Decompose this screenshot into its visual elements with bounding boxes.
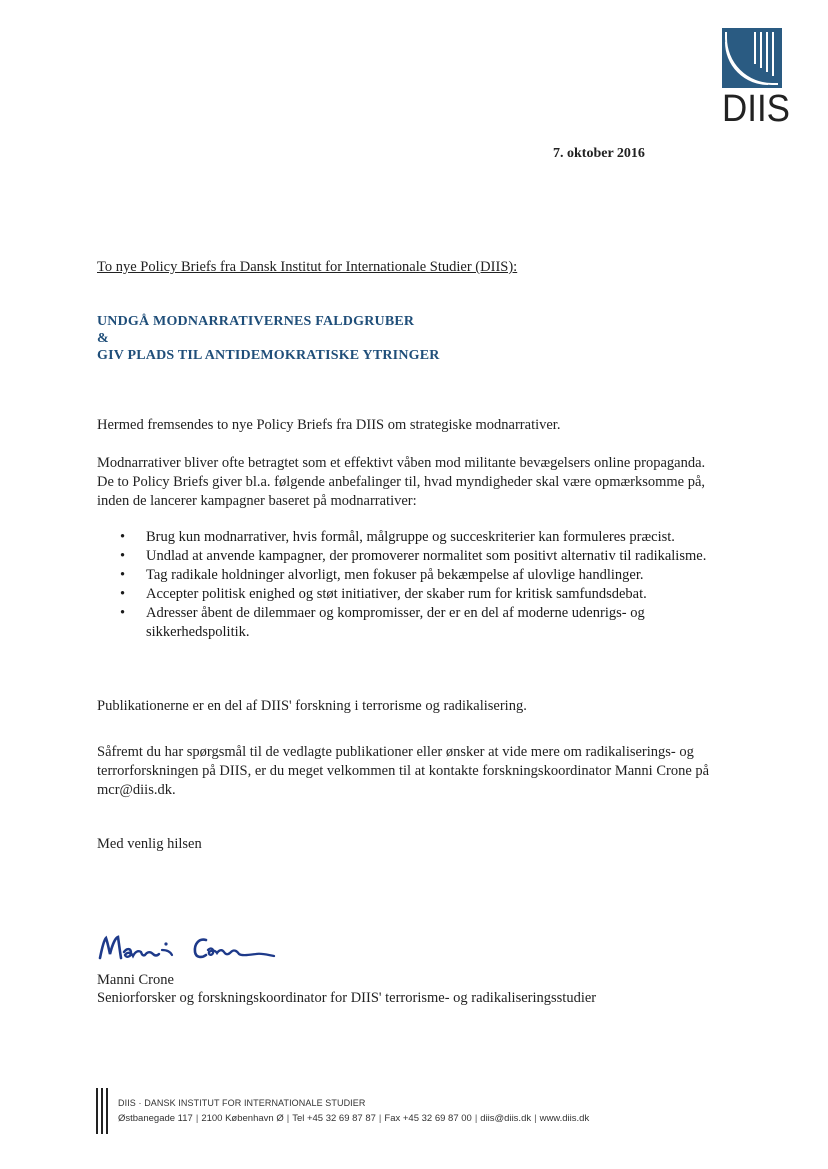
headline-line-2: GIV PLADS TIL ANTIDEMOKRATISKE YTRINGER	[97, 348, 440, 363]
list-item: • Tag radikale holdninger alvorligt, men fokuser på bekæmpelse af ulovlige handlinger.	[97, 566, 717, 585]
paragraph-context: Modnarrativer bliver ofte betragtet som et effektivt våben mod militante bevægelsers online propaganda. De to Policy Briefs giver bl.a. følgende anbefalinger til, hvad myndigheder skal være opmærksomme på, inden de lancerer kampagner baseret på modnarrativer:	[97, 455, 706, 509]
footer-institution: DIIS · DANSK INSTITUT FOR INTERNATIONALE STUDIER	[118, 1098, 366, 1108]
letter-date: 7. oktober 2016	[553, 146, 645, 161]
list-item: • Undlad at anvende kampagner, der promoverer normalitet som positivt alternativ til radikalisme.	[97, 547, 717, 566]
footer-website-link[interactable]: www.diis.dk	[539, 1113, 590, 1124]
list-item: • Accepter politisk enighed og støt initiativer, der skaber rum for kritisk samfundsdebat.	[97, 585, 717, 604]
diis-footer-bars-icon	[96, 1088, 110, 1134]
signatory-name: Manni Crone	[97, 972, 174, 988]
footer-contact-line: Østbanegade 117 | 2100 København Ø | Tel +45 32 69 87 87 | Fax +45 32 69 87 00 | diis@diis.dk | www.diis.dk	[118, 1113, 590, 1124]
closing-greeting: Med venlig hilsen	[97, 836, 202, 852]
signatory-title: Seniorforsker og forskningskoordinator for DIIS' terrorisme- og radikaliseringsstudier	[97, 990, 597, 1006]
headline-line-1: UNDGÅ MODNARRATIVERNES FALDGRUBER	[97, 314, 415, 329]
recommendation-list	[97, 528, 717, 642]
intro-line: To nye Policy Briefs fra Dansk Institut for Internationale Studier (DIIS):	[97, 259, 518, 275]
footer-fax: Fax +45 32 69 87 00	[384, 1113, 472, 1124]
footer-phone[interactable]: Tel +45 32 69 87 87	[292, 1113, 376, 1124]
list-item: • Brug kun modnarrativer, hvis formål, målgruppe og succeskriterier kan formuleres præcist.	[97, 528, 717, 547]
paragraph-intro: Hermed fremsendes to nye Policy Briefs fra DIIS om strategiske modnarrativer.	[97, 417, 561, 433]
headline-ampersand: &	[97, 331, 109, 346]
headline	[97, 313, 440, 364]
footer-email-link[interactable]: diis@diis.dk	[480, 1113, 532, 1124]
paragraph-research: Publikationerne er en del af DIIS' forskning i terrorisme og radikalisering.	[97, 698, 527, 714]
logo-wordmark: DIIS	[722, 88, 790, 130]
diis-logo-mark-icon	[722, 28, 782, 88]
footer-address: Østbanegade 117	[118, 1113, 193, 1124]
handwritten-signature-icon	[96, 928, 286, 968]
footer-city: 2100 København Ø	[201, 1113, 284, 1124]
diis-logo	[722, 28, 788, 128]
list-item: • Adresser åbent de dilemmaer og kompromisser, der er en del af moderne udenrigs- og sikkerhedspolitik.	[97, 604, 717, 642]
paragraph-contact: Såfremt du har spørgsmål til de vedlagte publikationer eller ønsker at vide mere om radikaliserings- og terrorforskningen på DIIS, er du meget velkommen til at kontakte forskningskoordinator Manni Crone på mcr@diis.dk.	[97, 744, 710, 798]
